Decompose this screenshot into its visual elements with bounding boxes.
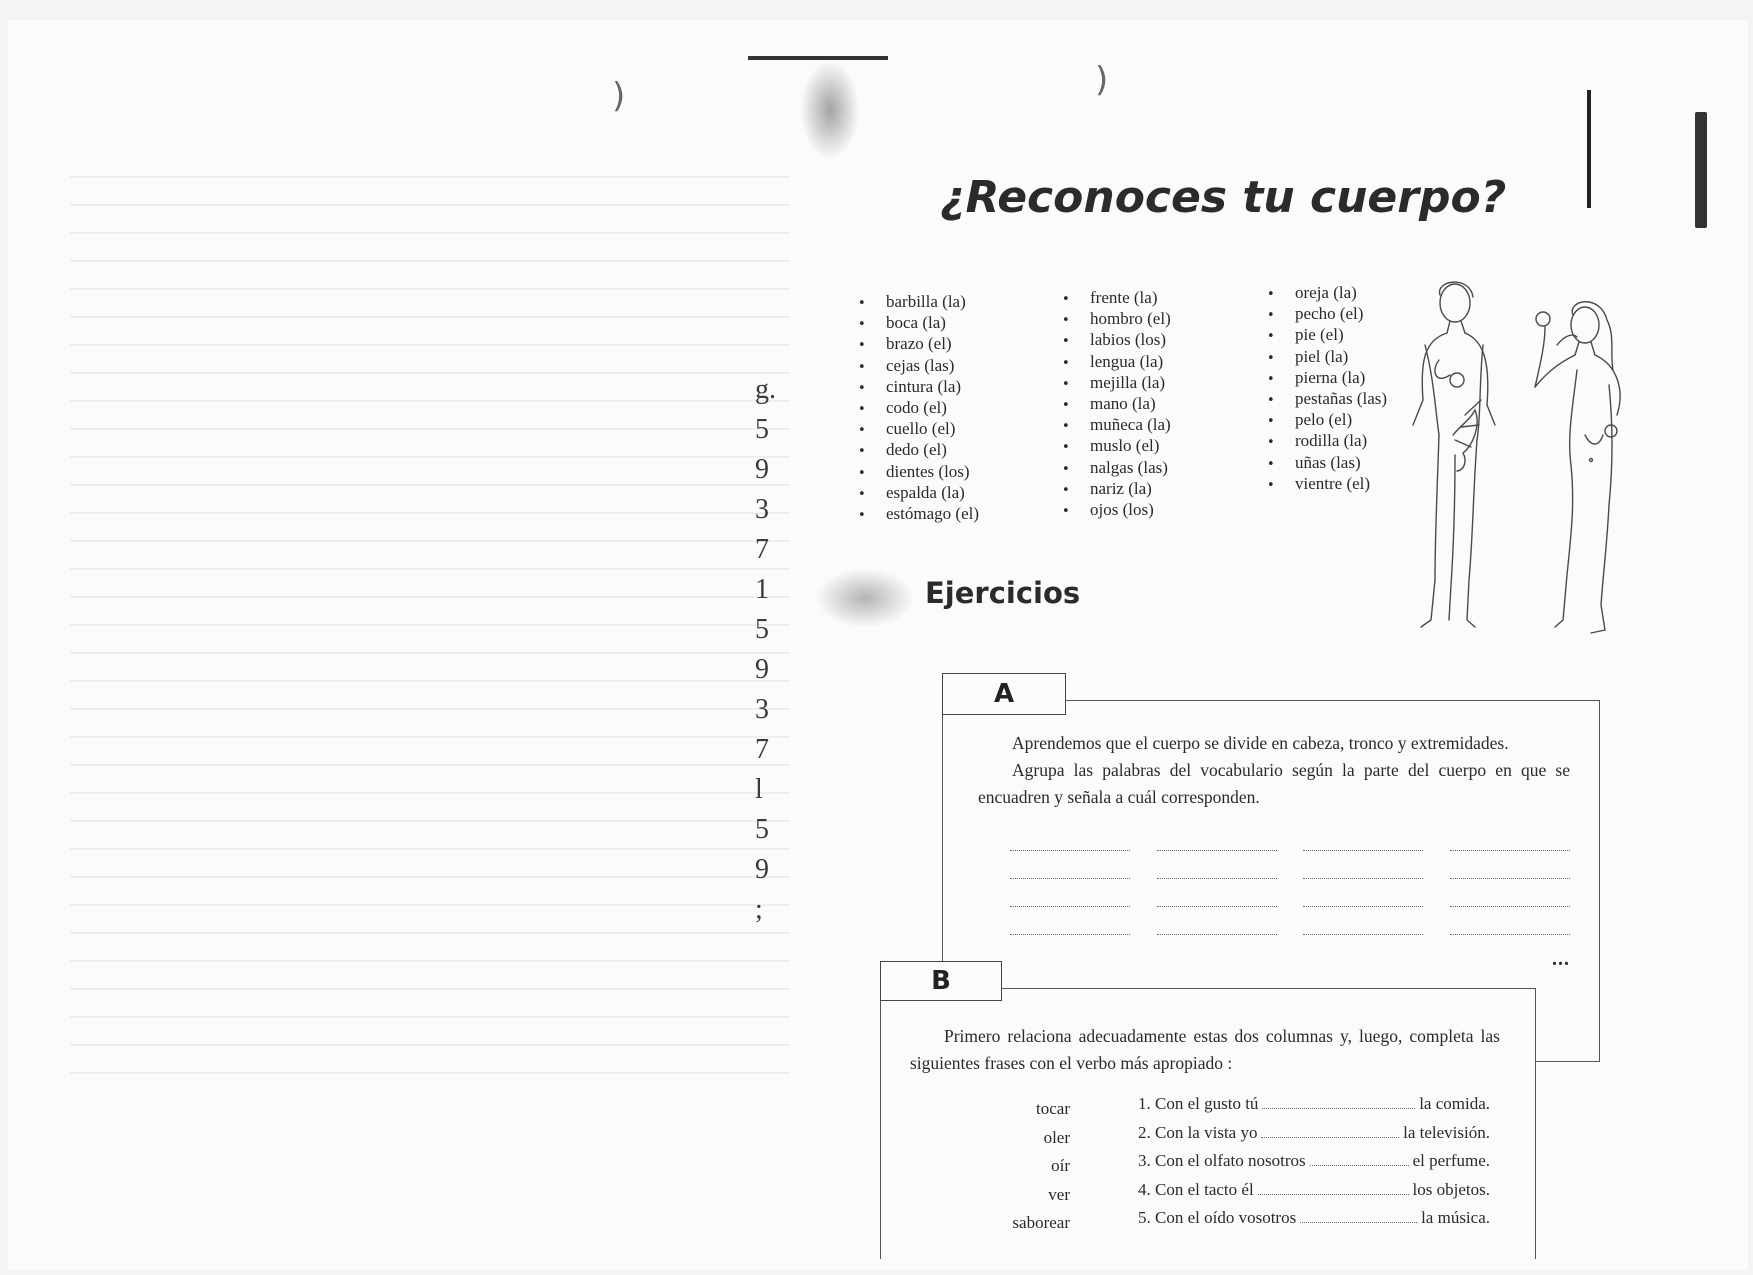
vocabulary-item: • pierna (la) <box>1267 367 1387 388</box>
margin-digit: 5 <box>755 414 769 445</box>
answer-line[interactable] <box>1303 888 1423 907</box>
verb-column <box>990 1095 1070 1238</box>
vocabulary-item: • cintura (la) <box>858 376 979 397</box>
margin-digit: 5 <box>755 614 769 645</box>
sentence-start: 3. Con el olfato nosotros <box>1138 1151 1306 1170</box>
sentence-blank[interactable] <box>1262 1094 1415 1109</box>
vocabulary-item: • pelo (el) <box>1267 409 1387 430</box>
answer-line[interactable] <box>1303 860 1423 879</box>
sentence-end: el perfume. <box>1412 1151 1490 1170</box>
vocabulary-item: • labios (los) <box>1062 329 1171 350</box>
answer-line[interactable] <box>1010 888 1130 907</box>
answer-lines-grid <box>1010 832 1570 944</box>
sentence-blank[interactable] <box>1300 1208 1417 1223</box>
vocabulary-item: • uñas (las) <box>1267 452 1387 473</box>
sentence-end: los objetos. <box>1412 1179 1490 1199</box>
sentence-row <box>1138 1176 1490 1205</box>
vocabulary-item: • nalgas (las) <box>1062 457 1171 478</box>
vocabulary-item: • hombro (el) <box>1062 308 1171 329</box>
vocabulary-item: • muñeca (la) <box>1062 414 1171 435</box>
vocabulary-item: • mano (la) <box>1062 393 1171 414</box>
vocabulary-column-1 <box>858 291 979 524</box>
sentence-row <box>1138 1119 1490 1148</box>
sentence-end: la música. <box>1421 1208 1490 1227</box>
vocabulary-column-2 <box>1062 287 1171 520</box>
margin-digit: 9 <box>755 454 769 485</box>
sentence-start: 2. Con la vista yo <box>1138 1122 1258 1142</box>
page-title: ¿Reconoces tu cuerpo? <box>940 172 1507 223</box>
vocabulary-item: • cuello (el) <box>858 418 979 439</box>
vocabulary-item: • barbilla (la) <box>858 291 979 312</box>
answer-line[interactable] <box>1157 916 1277 935</box>
vocabulary-item: • dedo (el) <box>858 439 979 460</box>
bleed-through-shadow <box>70 150 790 1100</box>
sentence-end: la comida. <box>1419 1094 1490 1113</box>
answer-line[interactable] <box>1010 832 1130 851</box>
binder-hole-mark: ) <box>612 76 626 116</box>
answer-line[interactable] <box>1450 860 1570 879</box>
adam-eve-illustration <box>1395 275 1660 645</box>
sentence-start: 1. Con el gusto tú <box>1138 1094 1259 1113</box>
margin-digit: 7 <box>755 534 769 565</box>
vocabulary-item: • oreja (la) <box>1267 282 1387 303</box>
vocabulary-item: • lengua (la) <box>1062 351 1171 372</box>
margin-digits <box>755 370 795 930</box>
exercise-b-tab: B <box>880 961 1002 1001</box>
sentence-start: 4. Con el tacto él <box>1138 1179 1254 1199</box>
sentence-blank[interactable] <box>1261 1123 1399 1138</box>
margin-digit: 7 <box>755 734 769 765</box>
heading-smudge <box>815 568 915 628</box>
exercise-a-paragraph-2: Agrupa las palabras del vocabulario según la parte del cuerpo en que se encuadren y señala a cuál corresponden. <box>978 760 1570 807</box>
vocabulary-item: • ojos (los) <box>1062 499 1171 520</box>
vocabulary-item: • muslo (el) <box>1062 435 1171 456</box>
answer-line[interactable] <box>1450 916 1570 935</box>
vocabulary-item: • cejas (las) <box>858 355 979 376</box>
margin-digit: 1 <box>755 574 769 605</box>
vocabulary-item: • estómago (el) <box>858 503 979 524</box>
sentence-row <box>1138 1204 1490 1233</box>
answer-line[interactable] <box>1303 916 1423 935</box>
answer-line[interactable] <box>1450 888 1570 907</box>
scan-smudge <box>800 60 860 160</box>
exercise-a-tab: A <box>942 673 1066 715</box>
exercise-a-instructions <box>978 730 1570 811</box>
vocabulary-item: • mejilla (la) <box>1062 372 1171 393</box>
verb-item[interactable]: saborear <box>1012 1213 1070 1232</box>
answer-line[interactable] <box>1303 832 1423 851</box>
vocabulary-item: • vientre (el) <box>1267 473 1387 494</box>
margin-digit: ; <box>755 894 763 925</box>
vocabulary-item: • frente (la) <box>1062 287 1171 308</box>
section-heading: Ejercicios <box>925 576 1081 610</box>
vocabulary-column-3 <box>1267 282 1387 494</box>
sentence-row <box>1138 1147 1490 1176</box>
vocabulary-item: • pecho (el) <box>1267 303 1387 324</box>
margin-digit: 9 <box>755 654 769 685</box>
answer-line[interactable] <box>1010 860 1130 879</box>
binder-hole-mark: ) <box>1095 60 1109 100</box>
vocabulary-item: • boca (la) <box>858 312 979 333</box>
sentence-start: 5. Con el oído vosotros <box>1138 1208 1297 1227</box>
vocabulary-item: • codo (el) <box>858 397 979 418</box>
answer-line[interactable] <box>1010 916 1130 935</box>
answer-line[interactable] <box>1157 832 1277 851</box>
chapter-bar <box>1587 90 1591 208</box>
exercise-b-paragraph: Primero relaciona adecuadamente estas dos columnas y, luego, completa las siguientes frases con el verbo más apropiado : <box>910 1026 1500 1073</box>
vocabulary-item: • pestañas (las) <box>1267 388 1387 409</box>
exercise-b-instructions <box>910 1023 1500 1077</box>
vocabulary-item: • brazo (el) <box>858 333 979 354</box>
verb-item[interactable]: ver <box>1048 1184 1070 1204</box>
margin-digit: 3 <box>755 694 769 725</box>
sentence-blank[interactable] <box>1310 1151 1409 1166</box>
answer-line[interactable] <box>1157 860 1277 879</box>
vocabulary-item: • nariz (la) <box>1062 478 1171 499</box>
vocabulary-item: • rodilla (la) <box>1267 430 1387 451</box>
chapter-bar-thick <box>1695 112 1707 228</box>
answer-line[interactable] <box>1450 832 1570 851</box>
sentence-end: la televisión. <box>1403 1122 1490 1142</box>
sentence-blank[interactable] <box>1258 1180 1409 1195</box>
vocabulary-item: • espalda (la) <box>858 482 979 503</box>
margin-digit: 5 <box>755 814 769 845</box>
vocabulary-item: • pie (el) <box>1267 324 1387 345</box>
exercise-a-paragraph-1: Aprendemos que el cuerpo se divide en cabeza, tronco y extremidades. <box>1012 733 1509 753</box>
vocabulary-item: • dientes (los) <box>858 461 979 482</box>
verb-item[interactable]: tocar <box>1036 1099 1070 1118</box>
verb-item[interactable]: oler <box>1043 1127 1070 1147</box>
margin-digit: 9 <box>755 854 769 885</box>
continuation-ellipsis: ... <box>1552 948 1570 970</box>
sentence-column <box>1138 1090 1490 1233</box>
margin-digit: 3 <box>755 494 769 525</box>
verb-item[interactable]: oír <box>1051 1156 1070 1175</box>
margin-digit: l <box>755 774 763 805</box>
answer-line[interactable] <box>1157 888 1277 907</box>
vocabulary-item: • piel (la) <box>1267 346 1387 367</box>
margin-digit: g. <box>755 374 776 405</box>
sentence-row <box>1138 1090 1490 1119</box>
